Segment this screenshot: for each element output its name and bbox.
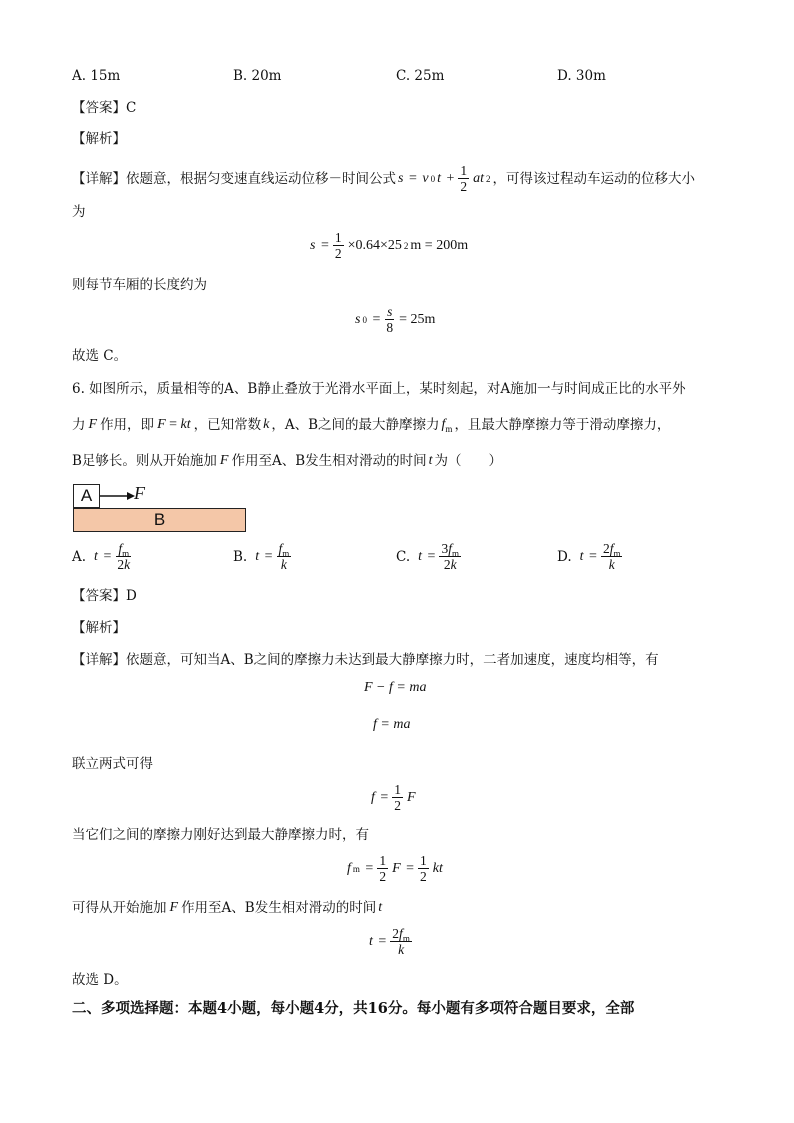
q6-stem-2e: ，且最大静摩擦力等于滑动摩擦力， xyxy=(454,417,671,433)
q6-detail-line xyxy=(72,651,659,669)
q6-stem-3c: 为（ ） xyxy=(434,453,503,469)
q6-result-a: 可得从开始施加 xyxy=(72,900,167,916)
q6-equation-f-half: f = $\frac{1}{2}$ F xyxy=(371,782,416,813)
q5-displacement-formula: s = v 0 t + $\frac{1}{2}$ at 2 xyxy=(398,163,491,194)
q6-stem-line-2: 力 F 作用，即 F = kt ，已知常数 k ，A、B之间的最大静摩擦力 $f_m$ ，且最大静摩擦力等于滑动摩擦力， xyxy=(72,417,671,434)
q6-when-line: 当它们之间的摩擦力刚好达到最大静摩擦力时，有 xyxy=(72,827,369,843)
q6-option-c-label: C. xyxy=(396,548,411,565)
block-b-label: B xyxy=(153,510,166,529)
q5-detail-label: 【详解】 xyxy=(72,170,126,187)
q6-detail-text: 依题意，可知当A、B之间的摩擦力未达到最大静摩擦力时，二者加速度，速度均相等，有 xyxy=(126,652,659,668)
q5-detail-text-2: ，可得该过程动车运动的位移大小 xyxy=(492,170,696,187)
q6-conclusion: 故选 D。 xyxy=(72,972,128,988)
q5-option-b: B. 20m xyxy=(233,68,282,84)
q5-detail-text-3: 为 xyxy=(72,204,86,220)
block-a-label: A xyxy=(80,486,93,505)
q6-stem-3b: 作用至A、B发生相对滑动的时间 xyxy=(231,453,427,469)
section-2-heading: 二、多项选择题：本题4小题，每小题4分，共16分。每小题有多项符合题目要求，全部 xyxy=(72,1000,635,1017)
q6-stem-2d: ，A、B之间的最大静摩擦力 xyxy=(271,417,440,433)
q5-equation-car-length: s 0 = $\frac{s}{8}$ = 25m xyxy=(355,304,436,335)
q6-equation-fm: f m = $\frac{1}{2}$ F = $\frac{1}{2}$ kt xyxy=(347,853,443,884)
q6-stem-2c: ，已知常数 xyxy=(193,417,262,433)
q5-detail-line xyxy=(72,163,695,194)
q5-option-a: A. 15m xyxy=(72,68,121,84)
q6-analysis-label: 【解析】 xyxy=(72,620,126,636)
block-b xyxy=(73,508,246,532)
q5-option-c: C. 25m xyxy=(396,68,445,84)
eq1-rhs: m = 200m xyxy=(410,237,469,253)
q6-diagram xyxy=(73,484,246,532)
q6-combine-line: 联立两式可得 xyxy=(72,756,153,772)
q6-option-d-label: D. xyxy=(557,548,572,565)
force-arrow-icon xyxy=(100,490,136,502)
q6-equation-a: F − f = ma xyxy=(364,680,427,695)
q6-answer: 【答案】D xyxy=(72,588,137,604)
q6-equation-b: f = ma xyxy=(373,717,411,732)
eq2-rhs: = 25m xyxy=(399,311,436,327)
q6-stem-3a: B足够长。则从开始施加 xyxy=(72,453,217,469)
q6-option-a-label: A. xyxy=(72,548,87,565)
force-label: F xyxy=(134,483,145,503)
q5-option-d: D. 30m xyxy=(557,68,606,84)
q6-stem-line-1: 6. 如图所示，质量相等的A、B静止叠放于光滑水平面上，某时刻起，对A施加一与时间成正比的水平外 xyxy=(72,381,686,397)
q5-car-length-line: 则每节车厢的长度约为 xyxy=(72,277,207,293)
q6-equation-t: t = $\frac{2f_m}{k}$ xyxy=(369,926,410,957)
q6-result-line: 可得从开始施加 F 作用至A、B发生相对滑动的时间 t xyxy=(72,900,383,916)
q6-stem-2a: 力 xyxy=(72,417,86,433)
q5-answer: 【答案】C xyxy=(72,100,137,116)
eq1-lhs: s xyxy=(310,237,316,253)
q5-equation-displacement: s = $\frac{1}{2}$ ×0.64×25 2 m = 200m xyxy=(310,230,469,261)
q6-option-a: A. t = $\frac{f_m}{2k}$ xyxy=(72,541,131,572)
q6-stem-line-3: B足够长。则从开始施加 F 作用至A、B发生相对滑动的时间 t 为（ ） xyxy=(72,453,503,469)
block-a xyxy=(73,484,100,508)
q5-conclusion: 故选 C。 xyxy=(72,348,128,364)
q6-option-c: C. t = $\frac{3f_m}{2k}$ xyxy=(396,541,459,572)
eq1-mid: ×0.64×25 xyxy=(347,237,402,253)
q5-analysis-label: 【解析】 xyxy=(72,131,126,147)
q5-detail-text-1: 依题意，根据匀变速直线运动位移－时间公式 xyxy=(126,170,396,187)
q6-detail-label: 【详解】 xyxy=(72,652,126,668)
q6-result-b: 作用至A、B发生相对滑动的时间 xyxy=(181,900,377,916)
q6-option-b-label: B. xyxy=(233,548,248,565)
q6-stem-2b: 作用，即 xyxy=(100,417,155,433)
q6-option-d: D. t = $\frac{2f_m}{k}$ xyxy=(557,541,621,572)
q6-option-b: B. t = $\frac{f_m}{k}$ xyxy=(233,541,290,572)
